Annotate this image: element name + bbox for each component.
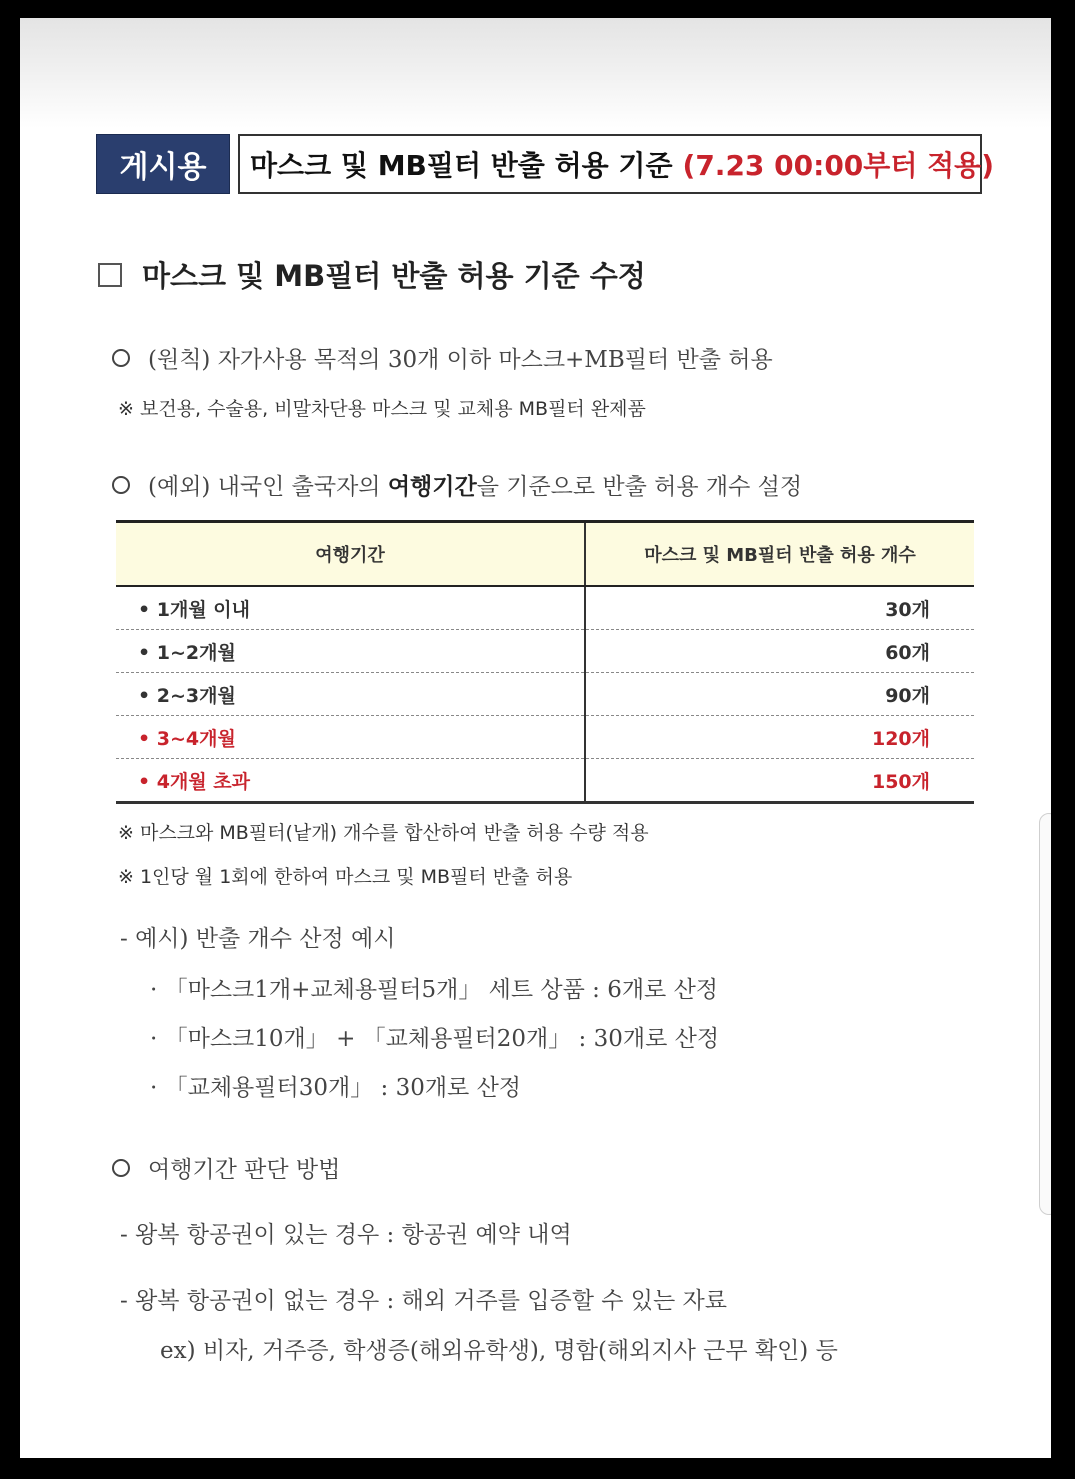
example-item: · 「마스크1개+교체용필터5개」 세트 상품 : 6개로 산정 <box>150 977 719 1003</box>
count-cell: 60개 <box>585 630 974 673</box>
exception-suffix: 을 기준으로 반출 허용 개수 설정 <box>476 474 803 500</box>
example-item: · 「마스크10개」 + 「교체용필터20개」 : 30개로 산정 <box>150 1026 720 1052</box>
count-cell: 150개 <box>585 759 974 803</box>
table-header-count: 마스크 및 MB필터 반출 허용 개수 <box>585 522 974 587</box>
method-item: - 왕복 항공권이 있는 경우 : 항공권 예약 내역 <box>120 1222 572 1248</box>
circle-bullet-icon <box>112 1159 130 1177</box>
principle-text: (원칙) 자가사용 목적의 30개 이하 마스크+MB필터 반출 허용 <box>148 347 773 373</box>
method-ex: ex) 비자, 거주증, 학생증(해외유학생), 명함(해외지사 근무 확인) 등 <box>160 1338 838 1364</box>
method-line <box>112 1151 340 1184</box>
period-cell: • 4개월 초과 <box>116 759 585 803</box>
method-title: 여행기간 판단 방법 <box>148 1157 341 1183</box>
notice-title-box <box>238 134 995 194</box>
count-cell: 120개 <box>585 716 974 759</box>
period-cell: • 2~3개월 <box>116 673 585 716</box>
notice-effective-date: (7.23 00:00부터 적용) <box>682 149 995 182</box>
table-row <box>116 586 974 630</box>
document-page <box>20 18 1051 1458</box>
exception-prefix: (예외) 내국인 출국자의 <box>148 474 388 500</box>
allowance-table <box>116 520 974 804</box>
table-row <box>116 716 974 759</box>
circle-bullet-icon <box>112 476 130 494</box>
circle-bullet-icon <box>112 349 130 367</box>
notice-title: 마스크 및 MB필터 반출 허용 기준 <box>250 149 673 182</box>
posting-badge: 게시용 <box>96 134 230 194</box>
example-item: · 「교체용필터30개」 : 30개로 산정 <box>150 1075 522 1101</box>
table-row <box>116 759 974 803</box>
table-header-period: 여행기간 <box>116 522 585 587</box>
period-cell: • 1개월 이내 <box>116 586 585 630</box>
period-cell: • 1~2개월 <box>116 630 585 673</box>
exception-line <box>112 468 802 501</box>
method-item: - 왕복 항공권이 없는 경우 : 해외 거주를 입증할 수 있는 자료 <box>120 1288 727 1314</box>
checkbox-icon <box>98 263 122 287</box>
notice-header <box>96 134 995 194</box>
count-cell: 90개 <box>585 673 974 716</box>
scroll-edge-handle[interactable] <box>1039 813 1051 1215</box>
note-sum: ※ 마스크와 MB필터(낱개) 개수를 합산하여 반출 허용 수량 적용 <box>118 822 649 844</box>
section-heading <box>96 254 646 295</box>
table-row <box>116 673 974 716</box>
section-title: 마스크 및 MB필터 반출 허용 기준 수정 <box>142 259 646 293</box>
principle-line <box>112 341 773 374</box>
exception-emphasis: 여행기간 <box>387 473 477 500</box>
count-cell: 30개 <box>585 586 974 630</box>
period-cell: • 3~4개월 <box>116 716 585 759</box>
example-title: - 예시) 반출 개수 산정 예시 <box>120 926 396 952</box>
principle-note: ※ 보건용, 수술용, 비말차단용 마스크 및 교체용 MB필터 완제품 <box>118 398 646 420</box>
table-row <box>116 630 974 673</box>
note-monthly: ※ 1인당 월 1회에 한하여 마스크 및 MB필터 반출 허용 <box>118 866 573 888</box>
table-header-row <box>116 522 974 587</box>
